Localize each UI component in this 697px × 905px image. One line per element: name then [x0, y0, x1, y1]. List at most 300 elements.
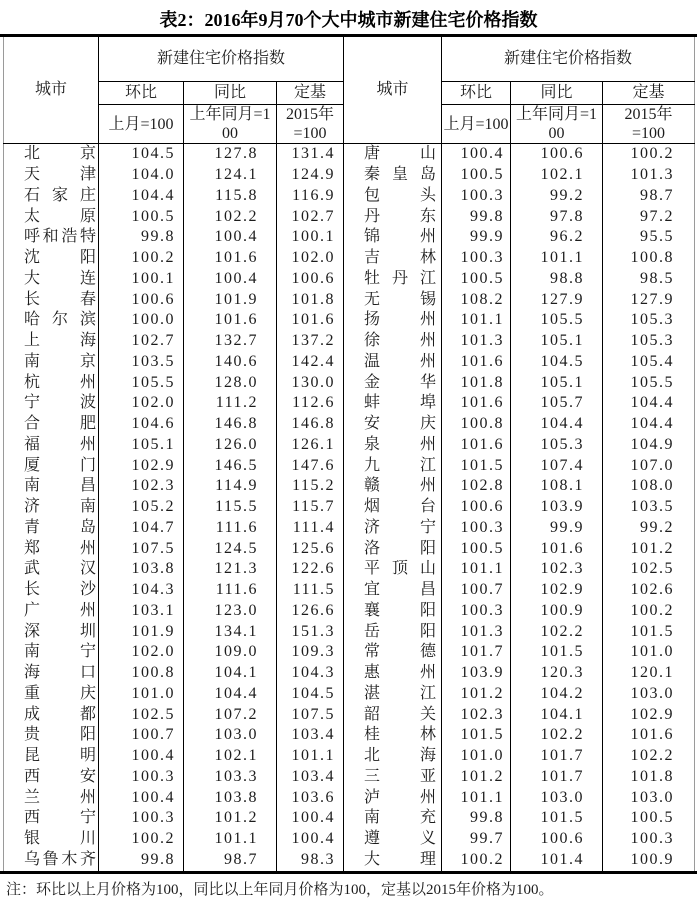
table-row	[4, 331, 695, 352]
city-name	[24, 725, 96, 746]
city-name	[364, 248, 436, 269]
city-name	[24, 518, 96, 539]
city-char: 唐	[364, 145, 381, 163]
city-name	[364, 414, 436, 435]
base-value-cell: 126.1	[277, 435, 344, 456]
yoy-value-cell: 105.7	[511, 393, 603, 414]
mom-value-cell: 99.7	[442, 829, 511, 850]
table-row	[4, 808, 695, 829]
city-name	[24, 539, 96, 560]
city-char: 木	[61, 850, 78, 868]
city-cell	[4, 539, 99, 560]
city-char: 南	[24, 352, 41, 370]
city-name	[364, 290, 436, 311]
city-char: 锦	[364, 228, 381, 246]
mom-value-cell: 99.8	[442, 207, 511, 228]
city-char: 广	[24, 601, 41, 619]
table-row	[4, 767, 695, 788]
city-cell	[344, 165, 442, 186]
city-char: 昌	[79, 477, 96, 495]
city-cell	[4, 331, 99, 352]
mom-value-cell: 99.9	[442, 227, 511, 248]
city-name	[364, 518, 436, 539]
yoy-value-cell: 100.6	[511, 144, 603, 165]
base-value-cell: 125.6	[277, 539, 344, 560]
mom-value-cell: 100.2	[99, 829, 184, 850]
city-char: 特	[79, 228, 96, 246]
base-value-cell: 101.1	[277, 746, 344, 767]
footnote: 注：环比以上月价格为100，同比以上年同月价格为100，定基以2015年价格为100。	[6, 881, 554, 898]
city-name	[364, 788, 436, 809]
mom-value-cell: 99.8	[99, 227, 184, 248]
city-char: 州	[420, 352, 437, 370]
base-value-cell: 100.2	[603, 144, 695, 165]
city-name	[24, 310, 96, 331]
mom-value-cell: 102.3	[442, 705, 511, 726]
table-row	[4, 518, 695, 539]
table-row	[4, 144, 695, 165]
city-cell	[344, 352, 442, 373]
city-cell	[4, 414, 99, 435]
yoy-value-cell: 99.2	[511, 186, 603, 207]
mom-value-cell: 100.0	[99, 310, 184, 331]
city-cell	[4, 808, 99, 829]
yoy-value-cell: 101.1	[511, 248, 603, 269]
base-value-cell: 109.3	[277, 642, 344, 663]
base-value-cell: 112.6	[277, 393, 344, 414]
city-name	[24, 497, 96, 518]
table-row	[4, 539, 695, 560]
mom-value-cell: 100.6	[442, 497, 511, 518]
city-char: 州	[79, 788, 96, 806]
base-value-cell: 127.9	[603, 290, 695, 311]
city-name	[24, 331, 96, 352]
mom-value-cell: 101.2	[442, 767, 511, 788]
yoy-value-cell: 101.5	[511, 642, 603, 663]
city-cell	[4, 248, 99, 269]
city-char: 州	[420, 311, 437, 329]
base-value-cell: 107.5	[277, 705, 344, 726]
base-value-cell: 104.9	[603, 435, 695, 456]
city-char: 武	[24, 560, 41, 578]
mom-value-cell: 101.0	[99, 684, 184, 705]
city-char: 南	[79, 498, 96, 516]
mom-value-cell: 101.1	[442, 310, 511, 331]
city-char: 安	[79, 767, 96, 785]
city-cell	[4, 601, 99, 622]
city-char: 厦	[24, 456, 41, 474]
city-name	[364, 165, 436, 186]
yoy-value-cell: 104.2	[511, 684, 603, 705]
city-cell	[344, 808, 442, 829]
base-value-cell: 108.0	[603, 476, 695, 497]
city-char: 阳	[420, 622, 437, 640]
city-name	[24, 705, 96, 726]
base-value-cell: 101.2	[603, 539, 695, 560]
header-base-left: 定基	[277, 82, 344, 105]
city-char: 齐	[79, 850, 96, 868]
yoy-value-cell: 101.6	[511, 539, 603, 560]
city-char: 理	[420, 850, 437, 868]
city-char: 湛	[364, 684, 381, 702]
table-row	[4, 829, 695, 850]
base-value-cell: 100.9	[603, 850, 695, 871]
yoy-value-cell: 102.2	[184, 207, 277, 228]
yoy-value-cell: 123.0	[184, 601, 277, 622]
yoy-value-cell: 124.5	[184, 539, 277, 560]
city-name	[364, 144, 436, 165]
city-char: 岛	[419, 166, 436, 184]
city-name	[364, 580, 436, 601]
city-cell	[4, 705, 99, 726]
city-char: 南	[364, 809, 381, 827]
yoy-value-cell: 101.7	[511, 767, 603, 788]
city-char: 沙	[79, 581, 96, 599]
city-char: 泉	[364, 435, 381, 453]
city-cell	[344, 580, 442, 601]
city-char: 滨	[79, 311, 96, 329]
city-cell	[344, 435, 442, 456]
city-char: 丹	[392, 269, 409, 287]
city-name	[364, 476, 436, 497]
city-char: 长	[24, 581, 41, 599]
mom-value-cell: 100.5	[442, 165, 511, 186]
yoy-value-cell: 102.1	[511, 165, 603, 186]
header-mom-left: 环比	[99, 82, 184, 105]
city-cell	[4, 725, 99, 746]
base-value-cell: 105.3	[603, 310, 695, 331]
city-cell	[344, 559, 442, 580]
city-char: 北	[364, 747, 381, 765]
base-value-cell: 151.3	[277, 622, 344, 643]
city-cell	[4, 207, 99, 228]
yoy-value-cell: 109.0	[184, 642, 277, 663]
city-name	[24, 829, 96, 850]
yoy-value-cell: 114.9	[184, 476, 277, 497]
city-name	[24, 227, 96, 248]
city-char: 南	[24, 643, 41, 661]
city-name	[24, 186, 96, 207]
city-char: 州	[79, 539, 96, 557]
city-char: 襄	[364, 601, 381, 619]
yoy-value-cell: 104.4	[511, 414, 603, 435]
city-cell	[4, 393, 99, 414]
city-cell	[344, 746, 442, 767]
city-char: 蚌	[364, 394, 381, 412]
base-value-cell: 100.5	[603, 808, 695, 829]
city-cell	[344, 186, 442, 207]
city-char: 秦	[364, 166, 381, 184]
header-yoy-base-left: 上年同月=100	[184, 105, 277, 144]
yoy-value-cell: 103.9	[511, 497, 603, 518]
city-cell	[344, 373, 442, 394]
mom-value-cell: 101.0	[442, 746, 511, 767]
city-char: 阳	[420, 539, 437, 557]
base-value-cell: 98.7	[603, 186, 695, 207]
header-index-group-left: 新建住宅价格指数	[99, 37, 344, 82]
yoy-value-cell: 99.9	[511, 518, 603, 539]
city-name	[24, 435, 96, 456]
city-char: 福	[24, 435, 41, 453]
city-char: 宁	[24, 394, 41, 412]
city-char: 庆	[420, 415, 437, 433]
base-value-cell: 101.5	[603, 622, 695, 643]
city-char: 庄	[79, 186, 96, 204]
mom-value-cell: 102.3	[99, 476, 184, 497]
city-cell	[4, 518, 99, 539]
city-char: 成	[24, 705, 41, 723]
yoy-value-cell: 146.5	[184, 456, 277, 477]
table-row	[4, 352, 695, 373]
mom-value-cell: 100.8	[442, 414, 511, 435]
header-mom-base-left: 上月=100	[99, 105, 184, 144]
city-char: 银	[24, 830, 41, 848]
base-value-cell: 103.4	[277, 767, 344, 788]
base-value-cell: 104.5	[277, 684, 344, 705]
mom-value-cell: 101.6	[442, 435, 511, 456]
city-cell	[344, 227, 442, 248]
city-char: 关	[420, 705, 437, 723]
city-char: 天	[24, 166, 41, 184]
city-char: 州	[420, 332, 437, 350]
city-char: 江	[420, 456, 437, 474]
table-row	[4, 788, 695, 809]
mom-value-cell: 104.3	[99, 580, 184, 601]
base-value-cell: 102.2	[603, 746, 695, 767]
city-char: 充	[420, 809, 437, 827]
base-value-cell: 97.2	[603, 207, 695, 228]
base-value-cell: 102.9	[603, 705, 695, 726]
yoy-value-cell: 103.0	[184, 725, 277, 746]
city-name	[364, 352, 436, 373]
city-name	[24, 144, 96, 165]
city-cell	[4, 746, 99, 767]
mom-value-cell: 101.3	[442, 622, 511, 643]
header-city-left: 城市	[4, 37, 99, 144]
mom-value-cell: 100.8	[99, 663, 184, 684]
table-row	[4, 622, 695, 643]
base-value-cell: 146.8	[277, 414, 344, 435]
yoy-value-cell: 103.3	[184, 767, 277, 788]
base-value-cell: 104.4	[603, 414, 695, 435]
city-char: 京	[79, 145, 96, 163]
header-base-base-left: 2015年=100	[277, 105, 344, 144]
mom-value-cell: 103.5	[99, 352, 184, 373]
table-row	[4, 559, 695, 580]
base-value-cell: 126.6	[277, 601, 344, 622]
page-title: 表2：2016年9月70个大中城市新建住宅价格指数	[159, 10, 538, 30]
city-name	[364, 186, 436, 207]
city-char: 宁	[420, 518, 437, 536]
price-index-table	[3, 37, 695, 871]
city-cell	[344, 269, 442, 290]
city-char: 埠	[420, 394, 437, 412]
city-cell	[344, 622, 442, 643]
city-char: 青	[24, 518, 41, 536]
city-char: 兰	[24, 788, 41, 806]
base-value-cell: 124.9	[277, 165, 344, 186]
city-char: 韶	[364, 705, 381, 723]
yoy-value-cell: 100.9	[511, 601, 603, 622]
yoy-value-cell: 102.9	[511, 580, 603, 601]
yoy-value-cell: 102.3	[511, 559, 603, 580]
city-char: 赣	[364, 477, 381, 495]
table-row	[4, 725, 695, 746]
mom-value-cell: 100.3	[442, 518, 511, 539]
base-value-cell: 104.4	[603, 393, 695, 414]
table-body	[4, 144, 695, 871]
city-name	[364, 601, 436, 622]
city-cell	[4, 663, 99, 684]
city-char: 泸	[364, 788, 381, 806]
yoy-value-cell: 102.2	[511, 725, 603, 746]
city-char: 山	[420, 145, 437, 163]
city-char: 明	[79, 747, 96, 765]
city-name	[24, 580, 96, 601]
yoy-value-cell: 96.2	[511, 227, 603, 248]
mom-value-cell: 100.2	[442, 850, 511, 871]
base-value-cell: 102.7	[277, 207, 344, 228]
mom-value-cell: 104.0	[99, 165, 184, 186]
mom-value-cell: 101.5	[442, 725, 511, 746]
base-value-cell: 105.3	[603, 331, 695, 352]
base-value-cell: 115.7	[277, 497, 344, 518]
mom-value-cell: 102.8	[442, 476, 511, 497]
city-cell	[344, 663, 442, 684]
city-char: 遵	[364, 830, 381, 848]
yoy-value-cell: 104.1	[184, 663, 277, 684]
yoy-value-cell: 104.1	[511, 705, 603, 726]
base-value-cell: 130.0	[277, 373, 344, 394]
city-name	[364, 622, 436, 643]
base-value-cell: 100.8	[603, 248, 695, 269]
city-name	[24, 476, 96, 497]
table-row	[4, 165, 695, 186]
base-value-cell: 103.4	[277, 725, 344, 746]
table-row	[4, 746, 695, 767]
city-char: 州	[79, 601, 96, 619]
city-char: 春	[79, 290, 96, 308]
city-char: 原	[79, 207, 96, 225]
city-char: 北	[24, 145, 41, 163]
city-cell	[344, 310, 442, 331]
mom-value-cell: 102.0	[99, 642, 184, 663]
table-row	[4, 497, 695, 518]
mom-value-cell: 100.6	[99, 290, 184, 311]
city-name	[364, 684, 436, 705]
yoy-value-cell: 104.4	[184, 684, 277, 705]
city-char: 安	[364, 415, 381, 433]
yoy-value-cell: 128.0	[184, 373, 277, 394]
city-char: 宁	[79, 643, 96, 661]
yoy-value-cell: 101.7	[511, 746, 603, 767]
city-cell	[344, 767, 442, 788]
table-row	[4, 248, 695, 269]
base-value-cell: 142.4	[277, 352, 344, 373]
city-char: 三	[364, 767, 381, 785]
city-char: 岳	[364, 622, 381, 640]
header-base-base-right: 2015年=100	[603, 105, 695, 144]
city-cell	[4, 144, 99, 165]
header-base-right: 定基	[603, 82, 695, 105]
city-name	[24, 622, 96, 643]
city-char: 海	[420, 747, 437, 765]
city-name	[24, 788, 96, 809]
city-char: 江	[420, 684, 437, 702]
city-cell	[344, 684, 442, 705]
yoy-value-cell: 120.3	[511, 663, 603, 684]
yoy-value-cell: 127.9	[511, 290, 603, 311]
city-cell	[4, 559, 99, 580]
city-char: 平	[364, 560, 381, 578]
city-cell	[344, 788, 442, 809]
table-row	[4, 290, 695, 311]
city-cell	[344, 850, 442, 871]
city-name	[24, 663, 96, 684]
city-cell	[4, 227, 99, 248]
city-name	[24, 767, 96, 788]
city-name	[364, 539, 436, 560]
city-cell	[4, 622, 99, 643]
city-char: 锡	[420, 290, 437, 308]
city-name	[364, 497, 436, 518]
city-cell	[4, 435, 99, 456]
yoy-value-cell: 102.1	[184, 746, 277, 767]
city-char: 都	[79, 705, 96, 723]
base-value-cell: 98.5	[603, 269, 695, 290]
city-char: 川	[79, 830, 96, 848]
city-cell	[4, 788, 99, 809]
table-row	[4, 227, 695, 248]
yoy-value-cell: 101.2	[184, 808, 277, 829]
yoy-value-cell: 101.5	[511, 808, 603, 829]
yoy-value-cell: 140.6	[184, 352, 277, 373]
base-value-cell: 100.2	[603, 601, 695, 622]
city-name	[24, 269, 96, 290]
base-value-cell: 103.0	[603, 788, 695, 809]
city-name	[24, 808, 96, 829]
city-char: 金	[364, 373, 381, 391]
city-char: 庆	[79, 684, 96, 702]
mom-value-cell: 103.1	[99, 601, 184, 622]
city-char: 合	[24, 415, 41, 433]
yoy-value-cell: 105.1	[511, 373, 603, 394]
base-value-cell: 100.4	[277, 808, 344, 829]
city-cell	[4, 310, 99, 331]
base-value-cell: 100.4	[277, 829, 344, 850]
city-name	[24, 207, 96, 228]
city-cell	[4, 186, 99, 207]
city-char: 阳	[79, 726, 96, 744]
city-cell	[344, 725, 442, 746]
city-char: 哈	[24, 311, 41, 329]
mom-value-cell: 105.5	[99, 373, 184, 394]
city-char: 台	[420, 498, 437, 516]
city-char: 州	[420, 435, 437, 453]
city-char: 昌	[420, 581, 437, 599]
mom-value-cell: 100.3	[99, 808, 184, 829]
city-cell	[4, 767, 99, 788]
city-char: 津	[79, 166, 96, 184]
city-name	[24, 684, 96, 705]
city-char: 温	[364, 352, 381, 370]
table-row	[4, 207, 695, 228]
city-char: 州	[79, 435, 96, 453]
city-char: 皇	[392, 166, 409, 184]
city-char: 太	[24, 207, 41, 225]
mom-value-cell: 101.9	[99, 622, 184, 643]
base-value-cell: 111.5	[277, 580, 344, 601]
